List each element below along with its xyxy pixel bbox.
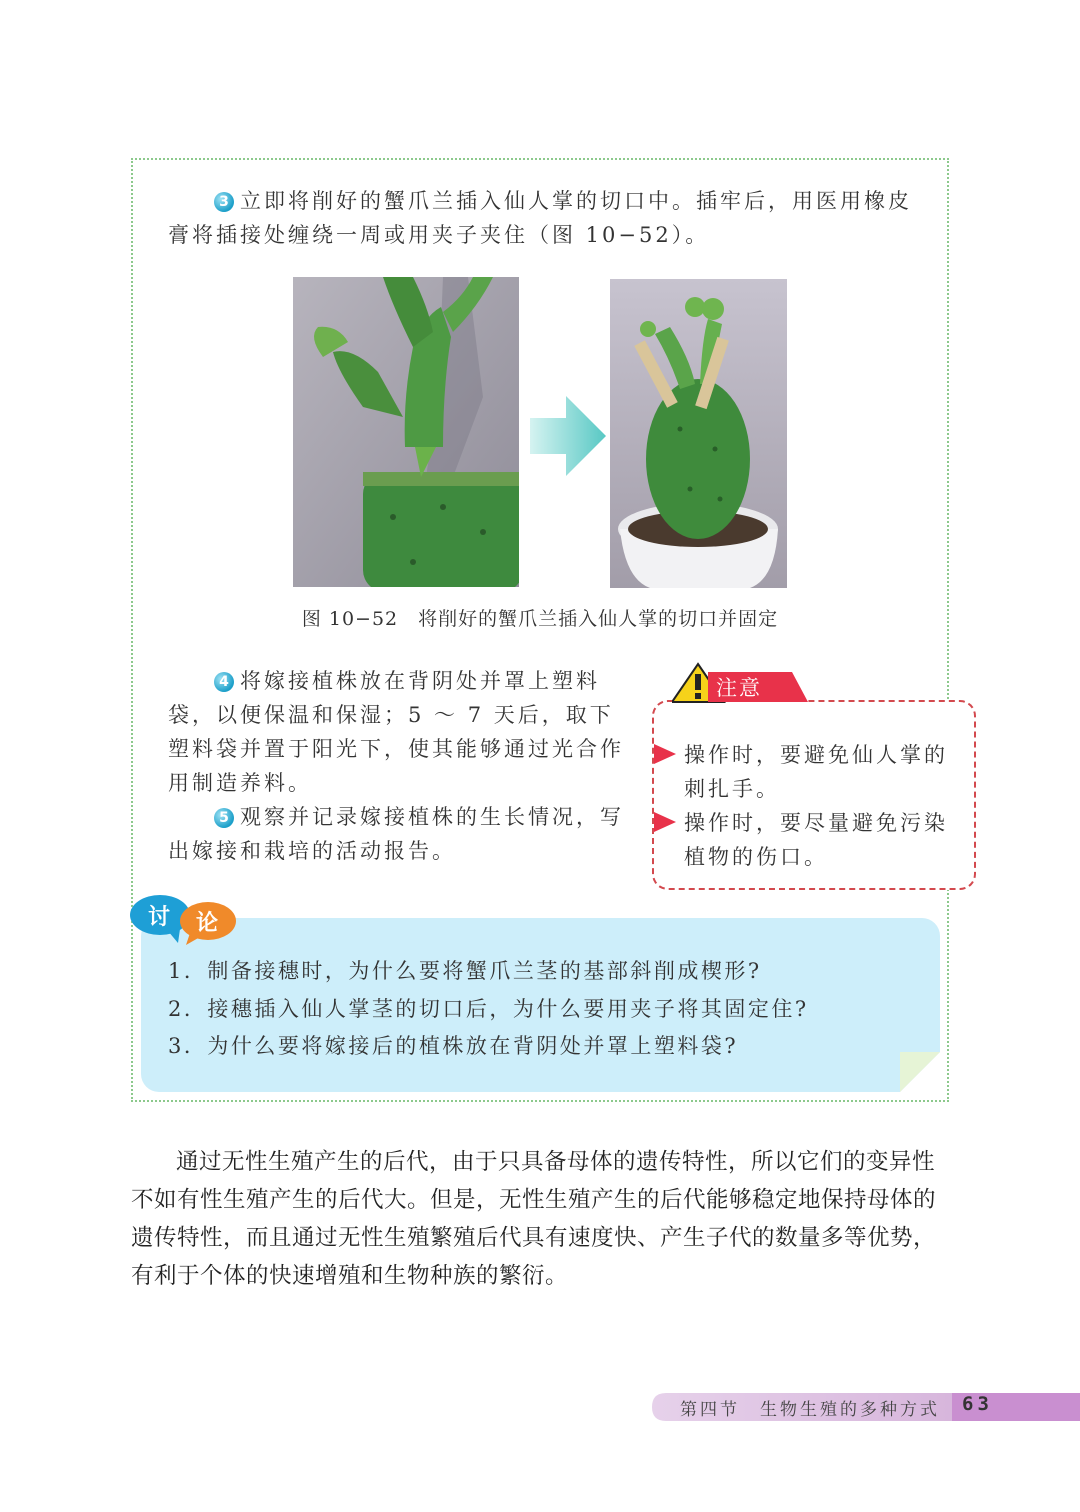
caution-title: 注意 [716, 676, 762, 700]
step-4-paragraph [168, 664, 630, 800]
discussion-label-1: 讨 [148, 905, 171, 930]
step-5-text: 观察并记录嫁接植株的生长情况，写出嫁接和栽培的活动报告。 [168, 805, 624, 863]
bullet-triangle-icon [654, 812, 676, 832]
page-number: 63 [962, 1393, 993, 1415]
step-5-number: 5 [214, 808, 234, 828]
caution-item-2: 操作时，要尽量避免污染植物的伤口。 [684, 811, 948, 869]
discussion-question-3: 3．为什么要将嫁接后的植株放在背阴处并罩上塑料袋? [168, 1034, 739, 1058]
page-fold-corner [900, 1052, 940, 1092]
cactus-clipped-photo [610, 279, 787, 588]
body-paragraph [131, 1143, 953, 1295]
step-3-number: 3 [214, 192, 234, 212]
step-4-number: 4 [214, 672, 234, 692]
figure-caption: 图 10−52 将削好的蟹爪兰插入仙人掌的切口并固定 [301, 608, 779, 630]
caution-header [672, 670, 808, 700]
step-5-paragraph [168, 800, 630, 868]
discussion-question-2: 2．接穗插入仙人掌茎的切口后，为什么要用夹子将其固定住? [168, 997, 809, 1021]
caution-item-1: 操作时，要避免仙人掌的刺扎手。 [684, 743, 948, 801]
cactus-insertion-photo [293, 277, 519, 587]
step-4-text: 将嫁接植株放在背阴处并罩上塑料袋，以便保温和保湿；5 ～ 7 天后，取下塑料袋并置于阳光下，使其能够通过光合作用制造养料。 [168, 669, 624, 795]
step-3-text: 立即将削好的蟹爪兰插入仙人掌的切口中。插牢后，用医用橡皮膏将插接处缠绕一周或用夹子夹住（图 10−52）。 [168, 189, 912, 247]
discussion-label-2: 论 [196, 911, 219, 936]
footer-section-title: 第四节 生物生殖的多种方式 [680, 1400, 940, 1420]
discussion-question-1: 1．制备接穗时，为什么要将蟹爪兰茎的基部斜削成楔形? [168, 959, 762, 983]
arrow-right-icon [530, 396, 610, 476]
body-paragraph-text: 通过无性生殖产生的后代，由于只具备母体的遗传特性，所以它们的变异性不如有性生殖产生的后代大。但是，无性生殖产生的后代能够稳定地保持母体的遗传特性，而且通过无性生殖繁殖后代具有速度快、产生子代的数量多等优势，有利于个体的快速增殖和生物种族的繁衍。 [131, 1149, 937, 1289]
discussion-badge [128, 893, 243, 945]
step-3-paragraph [168, 184, 920, 252]
bullet-triangle-icon [654, 744, 676, 764]
